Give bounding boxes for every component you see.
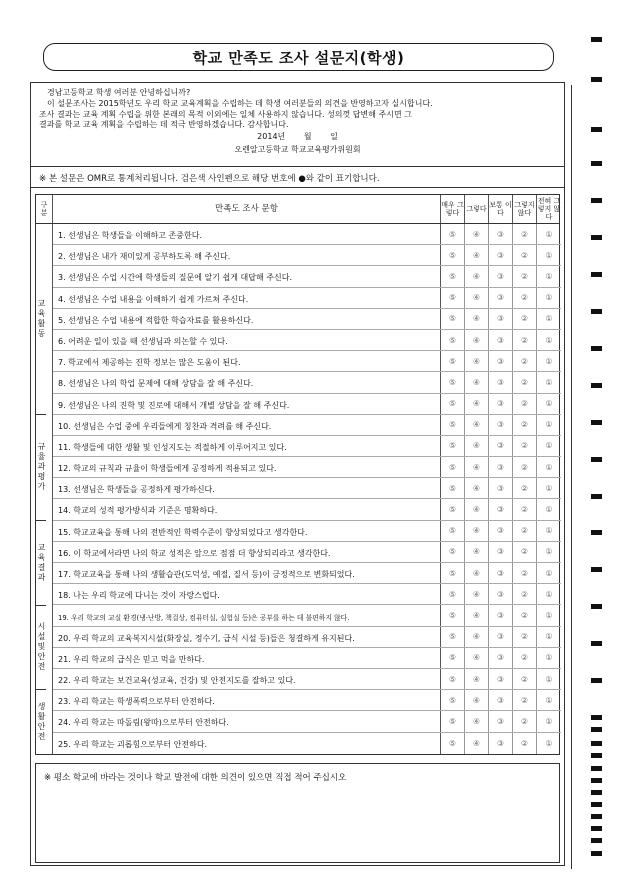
- answer-bubble[interactable]: ①: [545, 526, 553, 536]
- answer-bubble[interactable]: ③: [489, 309, 513, 329]
- answer-bubble[interactable]: ②: [513, 415, 537, 435]
- answer-bubble[interactable]: ③: [489, 436, 513, 456]
- timing-mark: [591, 838, 602, 843]
- answer-bubble[interactable]: ②: [513, 330, 537, 350]
- intro-date: 2014년 월 일: [257, 132, 338, 142]
- answer-bubble[interactable]: ⑤: [441, 394, 465, 414]
- question-text: 7. 학교에서 제공하는 진학 정보는 많은 도움이 된다.: [53, 351, 441, 371]
- answer-bubble[interactable]: ③: [489, 711, 513, 731]
- answer-bubble[interactable]: ⑤: [441, 330, 465, 350]
- header-category: 구분: [36, 195, 53, 223]
- category-label: 시설및안전: [36, 606, 46, 691]
- timing-mark: [591, 826, 602, 831]
- answer-bubble[interactable]: ③: [489, 669, 513, 689]
- timing-mark: [591, 778, 602, 783]
- timing-mark: [591, 802, 602, 807]
- answer-bubble[interactable]: ②: [513, 288, 537, 308]
- answer-bubble[interactable]: ③: [489, 690, 513, 710]
- answer-bubble[interactable]: ①: [545, 653, 553, 663]
- answer-bubble[interactable]: ⑤: [441, 415, 465, 435]
- intro-signature: 오렌알고등학교 학교교육평가위원회: [234, 144, 361, 154]
- question-text: 9. 선생님은 나의 진학 및 진로에 대해서 개별 상담을 잘 해 주신다.: [53, 394, 441, 414]
- answer-bubble[interactable]: ④: [465, 415, 489, 435]
- question-text: 14. 학교의 성적 평가방식과 기준은 명확하다.: [53, 499, 441, 519]
- answer-bubble[interactable]: ⑤: [441, 436, 465, 456]
- timing-mark: [591, 457, 602, 462]
- question-text: 19. 우리 학교의 교실 환경(냉·난방, 책걸상, 컴퓨터실, 실험실 등)은 공부를 하는 데 불편하지 않다.: [53, 605, 441, 625]
- answer-bubble[interactable]: ⑤: [441, 563, 465, 583]
- question-text: 8. 선생님은 나의 학업 문제에 대해 상담을 잘 해 주신다.: [53, 372, 441, 392]
- table-row: [53, 563, 561, 584]
- answer-bubble[interactable]: ③: [489, 542, 513, 562]
- answer-bubble[interactable]: ④: [465, 372, 489, 392]
- table-header: [36, 195, 559, 224]
- answer-bubble[interactable]: ⑤: [441, 733, 465, 754]
- survey-form: [30, 82, 565, 866]
- answer-bubble[interactable]: ④: [465, 245, 489, 265]
- timing-mark: [591, 678, 602, 683]
- answer-bubble[interactable]: ③: [489, 266, 513, 286]
- answer-bubble[interactable]: ③: [489, 351, 513, 371]
- table-row: [53, 351, 561, 372]
- answer-bubble[interactable]: ④: [465, 478, 489, 498]
- question-text: 20. 우리 학교의 교육복지시설(화장실, 정수기, 급식 시설 등)들은 청결하게 유지된다.: [53, 627, 441, 647]
- answer-bubble[interactable]: ⑤: [441, 584, 465, 604]
- answer-bubble[interactable]: ③: [489, 478, 513, 498]
- timing-mark: [591, 346, 602, 351]
- answer-bubble[interactable]: ①: [545, 695, 553, 705]
- answer-bubble[interactable]: ③: [489, 605, 513, 625]
- answer-bubble[interactable]: ⑤: [441, 288, 465, 308]
- answer-bubble[interactable]: ①: [545, 271, 553, 281]
- question-text: 23. 우리 학교는 학생폭력으로부터 안전하다.: [53, 690, 441, 710]
- question-text: 6. 어려운 일이 있을 때 선생님과 의논할 수 있다.: [53, 330, 441, 350]
- question-text: 12. 학교의 규칙과 규율이 학생들에게 공정하게 적용되고 있다.: [53, 457, 441, 477]
- answer-bubble[interactable]: ④: [465, 584, 489, 604]
- question-text: 11. 학생들에 대한 생활 및 인성지도는 적절하게 이루어지고 있다.: [53, 436, 441, 456]
- timing-mark: [591, 790, 602, 795]
- question-text: 18. 나는 우리 학교에 다니는 것이 자랑스럽다.: [53, 584, 441, 604]
- comment-prompt: ※ 평소 학교에 바라는 것이나 학교 발전에 대한 의견이 있으면 직접 적어 주십시오: [44, 773, 347, 783]
- intro-line: 결과를 학교 교육 계획을 수립하는 데 적극 반영하겠습니다. 감사합니다.: [39, 120, 289, 130]
- answer-bubble[interactable]: ①: [545, 632, 553, 642]
- question-text: 4. 선생님은 수업 내용을 이해하기 쉽게 가르쳐 주신다.: [53, 288, 441, 308]
- answer-bubble[interactable]: ③: [489, 627, 513, 647]
- answer-bubble[interactable]: ⑤: [441, 245, 465, 265]
- header-question: 만족도 조사 문항: [53, 195, 441, 223]
- answer-bubble[interactable]: ③: [489, 415, 513, 435]
- answer-bubble[interactable]: ②: [513, 669, 537, 689]
- timing-mark: [591, 494, 602, 499]
- answer-bubble[interactable]: ④: [465, 563, 489, 583]
- answer-bubble[interactable]: ④: [465, 499, 489, 519]
- answer-bubble[interactable]: ②: [513, 648, 537, 668]
- answer-bubble[interactable]: ①: [545, 547, 553, 557]
- timing-mark: [591, 309, 602, 314]
- table-row: [53, 627, 561, 648]
- question-text: 22. 우리 학교는 보건교육(성교육, 건강) 및 안전지도를 잘하고 있다.: [53, 669, 441, 689]
- timing-mark: [591, 235, 602, 240]
- timing-mark: [591, 272, 602, 277]
- question-text: 16. 이 학교에서라면 나의 학교 성적은 앞으로 점점 더 향상되리라고 생각한다.: [53, 542, 441, 562]
- category-label: 교육활동: [36, 224, 46, 415]
- answer-bubble[interactable]: ②: [513, 499, 537, 519]
- question-text: 24. 우리 학교는 따돌림(왕따)으로부터 안전하다.: [53, 711, 441, 731]
- answer-bubble[interactable]: ④: [465, 457, 489, 477]
- timing-mark: [591, 530, 602, 535]
- header-option-2: 그렇지 않다: [513, 195, 537, 223]
- question-text: 3. 선생님은 수업 시간에 학생들의 질문에 알기 쉽게 대답해 주신다.: [53, 266, 441, 286]
- answer-bubble[interactable]: ①: [545, 462, 553, 472]
- answer-bubble[interactable]: ①: [545, 716, 553, 726]
- answer-bubble[interactable]: ③: [489, 372, 513, 392]
- intro-section: [31, 83, 564, 167]
- answer-bubble[interactable]: ②: [513, 372, 537, 392]
- answer-bubble[interactable]: ②: [513, 224, 537, 244]
- answer-bubble[interactable]: ②: [513, 521, 537, 541]
- answer-bubble[interactable]: ⑤: [441, 478, 465, 498]
- answer-bubble[interactable]: ⑤: [441, 605, 465, 625]
- answer-bubble[interactable]: ①: [545, 335, 553, 345]
- table-row: [53, 648, 561, 669]
- timing-mark: [591, 127, 602, 132]
- answer-bubble[interactable]: ①: [545, 505, 553, 515]
- question-rows: [53, 224, 561, 754]
- answer-bubble[interactable]: ②: [513, 351, 537, 371]
- answer-bubble[interactable]: ②: [513, 711, 537, 731]
- answer-bubble[interactable]: ④: [465, 330, 489, 350]
- question-text: 10. 선생님은 수업 중에 우리들에게 칭찬과 격려를 해 주신다.: [53, 415, 441, 435]
- table-row: [53, 457, 561, 478]
- timing-mark: [591, 814, 602, 819]
- intro-line: 이 설문조사는 2015학년도 우리 학교 교육계획을 수립하는 데 학생 여러분들의 의견을 반영하고자 실시합니다.: [47, 98, 433, 108]
- answer-bubble[interactable]: ③: [489, 394, 513, 414]
- answer-bubble[interactable]: ④: [465, 733, 489, 754]
- timing-mark: [591, 851, 602, 856]
- answer-bubble[interactable]: ②: [513, 436, 537, 456]
- answer-bubble[interactable]: ④: [465, 648, 489, 668]
- timing-mark: [591, 567, 602, 572]
- answer-bubble[interactable]: ①: [545, 568, 553, 578]
- answer-bubble[interactable]: ②: [513, 478, 537, 498]
- answer-bubble[interactable]: ⑤: [441, 499, 465, 519]
- table-row: [53, 436, 561, 457]
- intro-line: 조사 결과는 교육 계획 수립을 위한 본래의 목적 이외에는 일체 사용하지 않습니다. 성의껏 답변해 주시면 그: [39, 109, 412, 119]
- question-text: 17. 학교교육을 통해 나의 생활습관(도덕성, 예절, 질서 등)이 긍정적으로 변화되었다.: [53, 563, 441, 583]
- answer-bubble[interactable]: ①: [545, 610, 553, 620]
- answer-bubble[interactable]: ②: [513, 394, 537, 414]
- table-row: [53, 330, 561, 351]
- answer-bubble[interactable]: ①: [545, 314, 553, 324]
- answer-bubble[interactable]: ①: [545, 441, 553, 451]
- answer-bubble[interactable]: ①: [545, 738, 553, 748]
- answer-bubble[interactable]: ④: [465, 309, 489, 329]
- question-text: 2. 선생님은 내가 재미있게 공부하도록 해 주신다.: [53, 245, 441, 265]
- answer-bubble[interactable]: ⑤: [441, 648, 465, 668]
- answer-bubble[interactable]: ①: [545, 293, 553, 303]
- timing-mark: [591, 198, 602, 203]
- category-column: [36, 224, 53, 754]
- answer-bubble[interactable]: ②: [513, 563, 537, 583]
- intro-greeting: 경남고등학교 학생 여러분 안녕하십니까?: [47, 88, 191, 97]
- answer-bubble[interactable]: ④: [465, 224, 489, 244]
- question-text: 1. 선생님은 학생들을 이해하고 존중한다.: [53, 224, 441, 244]
- table-body: [36, 224, 559, 754]
- answer-bubble[interactable]: ④: [465, 711, 489, 731]
- table-row: [53, 733, 561, 754]
- table-row: [53, 415, 561, 436]
- answer-bubble[interactable]: ①: [545, 399, 553, 409]
- answer-bubble[interactable]: ④: [465, 605, 489, 625]
- answer-bubble[interactable]: ②: [513, 245, 537, 265]
- table-row: [53, 224, 561, 245]
- table-row: [53, 288, 561, 309]
- timing-mark: [591, 77, 602, 82]
- timing-mark: [591, 420, 602, 425]
- answer-bubble[interactable]: ③: [489, 733, 513, 754]
- answer-bubble[interactable]: ⑤: [441, 351, 465, 371]
- table-row: [53, 669, 561, 690]
- answer-bubble[interactable]: ⑤: [441, 521, 465, 541]
- category-label: 교육결과: [36, 521, 46, 606]
- answer-bubble[interactable]: ②: [513, 584, 537, 604]
- answer-bubble[interactable]: ⑤: [441, 542, 465, 562]
- table-row: [53, 245, 561, 266]
- header-option-3: 보통 이다: [489, 195, 513, 223]
- table-row: [53, 521, 561, 542]
- answer-bubble[interactable]: ④: [465, 394, 489, 414]
- timing-mark: [591, 715, 602, 720]
- answer-bubble[interactable]: ①: [545, 229, 553, 239]
- table-row: [53, 266, 561, 287]
- answer-bubble[interactable]: ⑤: [441, 711, 465, 731]
- table-row: [53, 542, 561, 563]
- table-row: [53, 711, 561, 732]
- answer-bubble[interactable]: ②: [513, 605, 537, 625]
- timing-mark: [591, 753, 602, 758]
- table-row: [53, 309, 561, 330]
- answer-bubble[interactable]: ③: [489, 224, 513, 244]
- answer-bubble[interactable]: ③: [489, 584, 513, 604]
- table-row: [53, 690, 561, 711]
- question-text: 5. 선생님은 수업 내용에 적합한 학습자료를 활용하신다.: [53, 309, 441, 329]
- timing-mark: [591, 161, 602, 166]
- answer-bubble[interactable]: ⑤: [441, 309, 465, 329]
- category-label: 규율과평가: [36, 415, 46, 521]
- answer-bubble[interactable]: ③: [489, 648, 513, 668]
- answer-bubble[interactable]: ④: [465, 690, 489, 710]
- answer-bubble[interactable]: ①: [545, 589, 553, 599]
- answer-bubble[interactable]: ③: [489, 245, 513, 265]
- answer-bubble[interactable]: ②: [513, 542, 537, 562]
- header-option-5: 매우 그렇다: [441, 195, 465, 223]
- answer-bubble[interactable]: ⑤: [441, 372, 465, 392]
- header-option-1: 전혀 그렇지 않다: [537, 197, 561, 221]
- question-text: 13. 선생님은 학생들을 공정하게 평가하신다.: [53, 478, 441, 498]
- answer-bubble[interactable]: ①: [545, 420, 553, 430]
- answer-bubble[interactable]: ⑤: [441, 690, 465, 710]
- answer-bubble[interactable]: ④: [465, 351, 489, 371]
- timing-mark: [591, 604, 602, 609]
- timing-mark: [591, 741, 602, 746]
- answer-bubble[interactable]: ①: [545, 377, 553, 387]
- answer-bubble[interactable]: ②: [513, 627, 537, 647]
- answer-bubble[interactable]: ①: [545, 674, 553, 684]
- table-row: [53, 372, 561, 393]
- timing-mark: [591, 383, 602, 388]
- comment-box[interactable]: [35, 763, 560, 863]
- answer-bubble[interactable]: ③: [489, 521, 513, 541]
- timing-mark: [591, 766, 602, 771]
- omr-timing-marks: [591, 0, 603, 891]
- answer-bubble[interactable]: ③: [489, 563, 513, 583]
- answer-bubble[interactable]: ④: [465, 542, 489, 562]
- answer-bubble[interactable]: ②: [513, 266, 537, 286]
- header-option-4: 그렇다: [465, 195, 489, 223]
- omr-notice: ※ 본 설문은 OMR로 통계처리됩니다. 검은색 사인펜으로 해당 번호에 ●와 같이 표기합니다.: [31, 167, 564, 188]
- answer-bubble[interactable]: ②: [513, 733, 537, 754]
- answer-bubble[interactable]: ④: [465, 521, 489, 541]
- answer-bubble[interactable]: ⑤: [441, 224, 465, 244]
- answer-bubble[interactable]: ②: [513, 690, 537, 710]
- answer-bubble[interactable]: ④: [465, 627, 489, 647]
- answer-bubble[interactable]: ①: [545, 356, 553, 366]
- question-text: 21. 우리 학교의 급식은 믿고 먹을 만하다.: [53, 648, 441, 668]
- answer-bubble[interactable]: ⑤: [441, 266, 465, 286]
- answer-bubble[interactable]: ②: [513, 457, 537, 477]
- timing-mark: [591, 37, 602, 42]
- table-row: [53, 584, 561, 605]
- category-label: 생활안전: [37, 702, 46, 743]
- table-row: [53, 394, 561, 415]
- timing-mark: [591, 727, 602, 732]
- answer-bubble[interactable]: ④: [465, 669, 489, 689]
- answer-bubble[interactable]: ①: [545, 483, 553, 493]
- question-text: 15. 학교교육을 통해 나의 전반적인 학력수준이 향상되었다고 생각한다.: [53, 521, 441, 541]
- answer-bubble[interactable]: ⑤: [441, 669, 465, 689]
- survey-title: 학교 만족도 조사 설문지(학생): [43, 43, 554, 71]
- table-row: [53, 478, 561, 499]
- answer-bubble[interactable]: ①: [545, 250, 553, 260]
- answer-bubble[interactable]: ④: [465, 436, 489, 456]
- answer-bubble[interactable]: ②: [513, 309, 537, 329]
- answer-bubble[interactable]: ③: [489, 499, 513, 519]
- answer-bubble[interactable]: ③: [489, 330, 513, 350]
- answer-bubble[interactable]: ③: [489, 288, 513, 308]
- answer-bubble[interactable]: ⑤: [441, 627, 465, 647]
- table-row: [53, 605, 561, 626]
- answer-bubble[interactable]: ③: [489, 457, 513, 477]
- answer-bubble[interactable]: ④: [465, 288, 489, 308]
- table-row: [53, 499, 561, 520]
- answer-bubble[interactable]: ⑤: [441, 457, 465, 477]
- question-text: 25. 우리 학교는 괴롭힘으로부터 안전하다.: [53, 733, 441, 754]
- survey-table: [35, 194, 560, 755]
- timing-mark: [591, 641, 602, 646]
- answer-bubble[interactable]: ④: [465, 266, 489, 286]
